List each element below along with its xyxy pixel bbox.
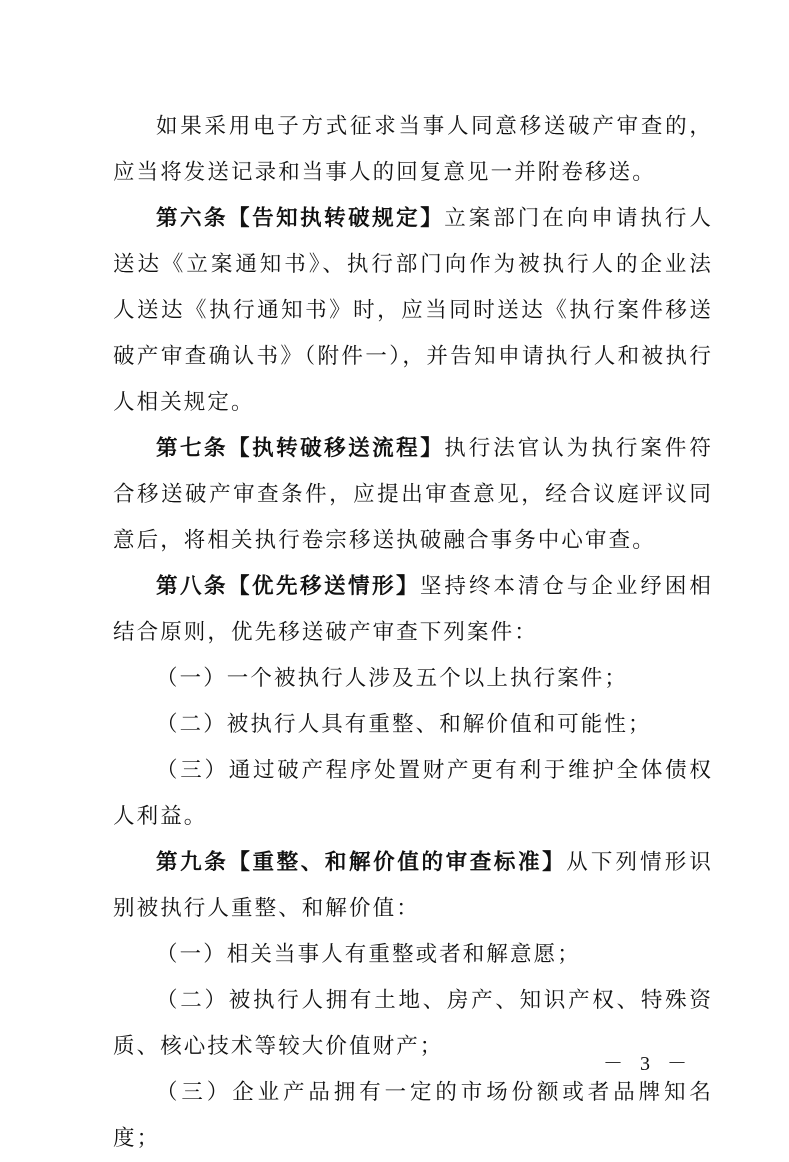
article-7-heading: 第七条【执转破移送流程】 [156, 436, 445, 461]
article-9 [113, 840, 713, 932]
article-8-item-1 [113, 656, 713, 702]
list-item-text: （三）企业产品拥有一定的市场份额或者品牌知名度； [113, 1080, 713, 1151]
article-9-item-3 [113, 1070, 713, 1162]
article-7 [113, 426, 713, 564]
page-number: － 3 － [603, 1053, 693, 1075]
article-9-heading: 第九条【重整、和解价值的审查标准】 [156, 850, 567, 875]
article-8-heading: 第八条【优先移送情形】 [156, 574, 420, 599]
list-item-text: （一）一个被执行人涉及五个以上执行案件； [156, 666, 629, 691]
article-8 [113, 564, 713, 656]
article-8-text: 坚持终本清仓与企业纾困相结合原则，优先移送破产审查下列案件： [113, 574, 713, 645]
document-body [113, 104, 713, 1162]
list-item-text: （二）被执行人拥有土地、房产、知识产权、特殊资质、核心技术等较大价值财产； [113, 988, 713, 1059]
article-7-text: 执行法官认为执行案件符合移送破产审查条件，应提出审查意见，经合议庭评议同意后，将相关执行卷宗移送执破融合事务中心审查。 [113, 436, 713, 553]
article-6-text: 立案部门在向申请执行人送达《立案通知书》、执行部门向作为被执行人的企业法人送达《执行通知书》时，应当同时送达《执行案件移送破产审查确认书》（附件一），并告知申请执行人和被执行人相关规定。 [113, 206, 713, 415]
list-item-text: （一）相关当事人有重整或者和解意愿； [156, 942, 581, 967]
article-8-item-3 [113, 748, 713, 840]
article-9-item-1 [113, 932, 713, 978]
list-item-text: （二）被执行人具有重整、和解价值和可能性； [156, 712, 652, 737]
article-6-heading: 第六条【告知执转破规定】 [156, 206, 445, 231]
article-9-text: 从下列情形识别被执行人重整、和解价值： [113, 850, 713, 921]
paragraph-electronic-consent [113, 104, 713, 196]
list-item-text: （三）通过破产程序处置财产更有利于维护全体债权人利益。 [113, 758, 713, 829]
article-6 [113, 196, 713, 426]
article-8-item-2 [113, 702, 713, 748]
paragraph-text: 如果采用电子方式征求当事人同意移送破产审查的，应当将发送记录和当事人的回复意见一并附卷移送。 [113, 114, 713, 185]
